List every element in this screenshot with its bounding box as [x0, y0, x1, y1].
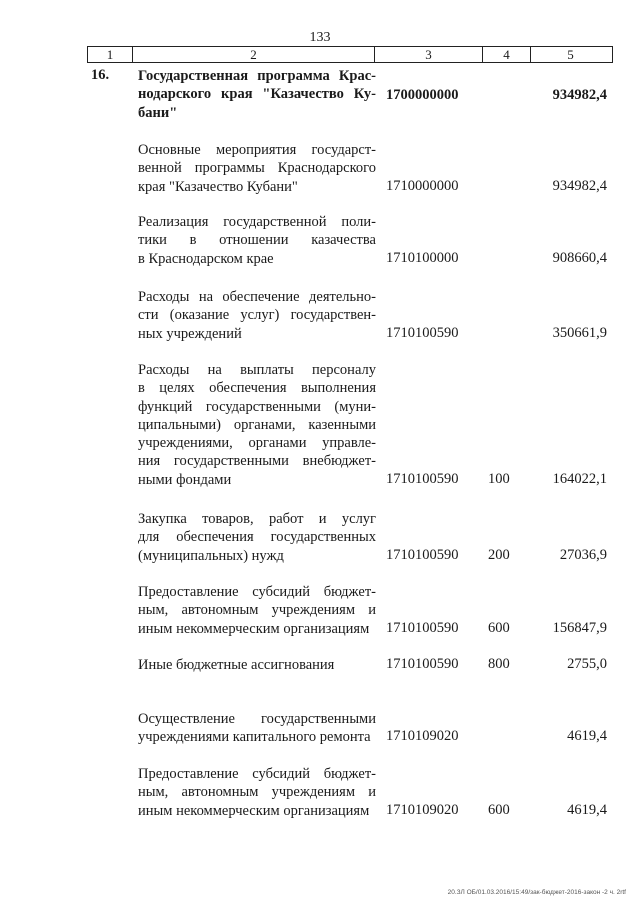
row-expense-type: 600: [488, 619, 510, 636]
description-line: ния государственными внебюджет-: [138, 453, 376, 470]
header-col-5: 5: [567, 47, 574, 62]
document-footer-stamp: 20.ЗЛ ОБ/01.03.2016/15:49/зак-бюджет-2016-закон -2 ч. 2rtf: [447, 889, 626, 896]
description-line: Предоставление субсидий бюджет-: [138, 766, 376, 782]
row-amount: 934982,4: [552, 177, 607, 194]
description-line: функций государственными (муни-: [138, 398, 376, 415]
description-line: (муниципальных) нужд: [138, 547, 284, 564]
row-code: 1710100590: [386, 619, 459, 636]
description-line: нодарского края "Казачество Ку-: [138, 86, 376, 103]
row-description: [138, 213, 376, 268]
page-number: 133: [309, 30, 331, 45]
description-line: ципальными) органами, казенными: [138, 416, 376, 433]
row-code: 1710000000: [386, 177, 459, 194]
description-line: иным некоммерческим организациям: [138, 802, 370, 819]
row-description: [138, 583, 376, 638]
description-line: Осуществление государственными: [138, 711, 376, 727]
row-number: 16.: [91, 67, 110, 83]
description-line: Реализация государственной поли-: [138, 214, 376, 230]
row-amount: 27036,9: [559, 546, 607, 563]
description-line: Иные бюджетные ассигнования: [138, 657, 335, 673]
row-code: 1710100000: [386, 249, 459, 266]
description-line: края "Казачество Кубани": [138, 178, 298, 195]
row-expense-type: 200: [488, 546, 510, 563]
description-line: ными фондами: [138, 471, 232, 488]
row-description: [138, 656, 376, 674]
description-line: для обеспечения государственных: [138, 529, 376, 546]
description-line: Расходы на выплаты персоналу: [138, 362, 376, 378]
row-code: 1700000000: [386, 87, 459, 104]
row-description: [138, 288, 376, 343]
description-line: Закупка товаров, работ и услуг: [138, 511, 376, 527]
header-col-4: 4: [483, 47, 531, 62]
row-expense-type: 800: [488, 656, 510, 672]
description-line: тики в отношении казачества: [138, 232, 376, 249]
row-code: 1710100590: [386, 546, 459, 563]
row-amount: 908660,4: [552, 249, 607, 266]
row-expense-type: 600: [488, 801, 510, 818]
description-line: иным некоммерческим организациям: [138, 620, 370, 637]
row-description: [138, 361, 376, 489]
row-description: [138, 510, 376, 565]
description-line: учреждениями капитального ремонта: [138, 729, 371, 746]
description-line: венной программы Краснодарского: [138, 160, 376, 177]
description-line: в Краснодарском крае: [138, 250, 274, 267]
row-description: [138, 67, 376, 122]
description-line: ным, автономным учреждениям и: [138, 602, 376, 619]
row-amount: 4619,4: [567, 728, 607, 745]
description-line: сти (оказание услуг) государствен-: [138, 307, 376, 324]
description-line: ным, автономным учреждениям и: [138, 784, 376, 801]
row-code: 1710109020: [386, 801, 459, 818]
description-line: Государственная программа Крас-: [138, 68, 376, 84]
row-description: [138, 141, 376, 196]
description-line: Предоставление субсидий бюджет-: [138, 584, 376, 600]
description-line: Основные мероприятия государст-: [138, 142, 376, 158]
row-expense-type: 100: [488, 470, 510, 487]
description-line: в целях обеспечения выполнения: [138, 380, 376, 397]
row-amount: 2755,0: [567, 656, 607, 672]
header-col-2: 2: [133, 47, 375, 62]
table-header-row: [87, 46, 613, 63]
row-amount: 156847,9: [552, 619, 607, 636]
row-code: 1710100590: [386, 470, 459, 487]
description-line: ных учреждений: [138, 325, 242, 342]
row-amount: 350661,9: [552, 324, 607, 341]
row-code: 1710109020: [386, 728, 459, 745]
row-amount: 164022,1: [552, 470, 607, 487]
header-col-1: 1: [88, 47, 133, 62]
row-description: [138, 710, 376, 747]
description-line: учреждениями, органами управле-: [138, 435, 376, 452]
row-description: [138, 765, 376, 820]
row-amount: 4619,4: [567, 801, 607, 818]
row-amount: 934982,4: [552, 87, 607, 104]
row-code: 1710100590: [386, 656, 459, 672]
row-code: 1710100590: [386, 324, 459, 341]
header-col-3: 3: [375, 47, 483, 62]
description-line: бани": [138, 104, 178, 121]
description-line: Расходы на обеспечение деятельно-: [138, 289, 376, 305]
